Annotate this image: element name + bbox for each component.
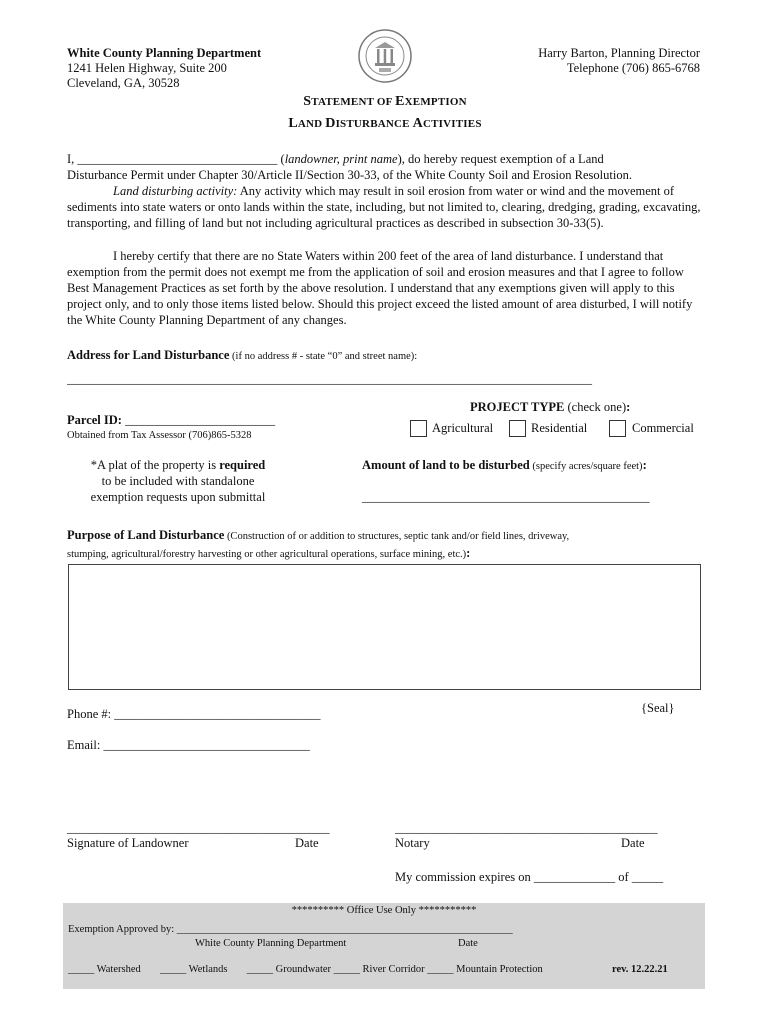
landowner-date-label: Date [295,836,319,850]
notary-date-label: Date [621,836,645,850]
department-address-line1: 1241 Helen Highway, Suite 200 [67,61,227,75]
amount-field[interactable]: ______________________________________________ [362,490,650,504]
definition-paragraph: Land disturbing activity: Any activity which may result in soil erosion from water or wind and the movement of sediments into state waters or onto lands within the state, including, but not limited to, clearing, dredging, grading, excavating, transporting, and filling of land but not including agricultural practices as described in subsection 30-33(5). [67,184,701,230]
revision-label: rev. 12.22.21 [612,964,668,975]
purpose-textbox[interactable] [68,564,701,690]
office-review-checklist [68,964,543,975]
commission-expiry-field[interactable]: My commission expires on _____________ of _____ [395,870,664,884]
department-name: White County Planning Department [67,46,262,60]
residential-checkbox[interactable] [509,420,526,437]
phone-field[interactable]: Phone #: _________________________________ [67,707,321,721]
purpose-label: Purpose of Land Disturbance (Construction of or addition to structures, septic tank and/or field lines, driveway, stumping, agricultural/forestry harvesting or other agricultural operations, surface mining, etc.): [67,528,570,560]
notary-label: Notary [395,836,430,850]
address-field[interactable]: ____________________________________________________________________________________ [67,372,592,386]
agricultural-label: Agricultural [432,421,494,435]
notary-signature-line[interactable]: __________________________________________ [395,821,658,835]
river-corridor-check[interactable]: _____ River Corridor [333,964,425,975]
document-title-line2: LAND DISTURBANCE ACTIVITIES [288,116,482,131]
amount-label: Amount of land to be disturbed (specify acres/square feet): [362,458,647,472]
certification-paragraph: I hereby certify that there are no State Waters within 200 feet of the area of land disturbance. I understand that exemption from the permit does not exempt me from the application of soil and erosion measures and that I agree to follow Best Management Practices as set forth by the above resolution. I understand that any exemptions given will apply to this project only, and to only those items listed below. Should this project exceed the listed amount of area disturbed, I will notify the White County Planning Department of any changes. [67,249,693,327]
commercial-label: Commercial [632,421,694,435]
plat-requirement-note: *A plat of the property is required to be included with standalone exemption requests upon submittal [90,458,266,504]
mountain-protection-check[interactable]: _____ Mountain Protection [427,964,543,975]
watershed-check[interactable]: _____ Watershed [68,964,141,975]
address-label: Address for Land Disturbance (if no address # - state “0” and street name): [67,348,418,362]
director-name: Harry Barton, Planning Director [538,46,700,60]
groundwater-check[interactable]: _____ Groundwater [246,964,332,975]
residential-label: Residential [531,421,588,435]
office-use-section [63,903,705,989]
office-date-caption: Date [458,938,478,949]
landowner-signature-line[interactable]: __________________________________________ [67,821,330,835]
agricultural-checkbox[interactable] [410,420,427,437]
intro-paragraph: I, ________________________________ (landowner, print name), do hereby request exemption of a Land Disturbance Permit under Chapter 30/Article II/Section 30-33, of the White County Soil and Erosion Resolution. [67,152,632,182]
exemption-approved-field[interactable]: Exemption Approved by: ________________________________________________________________ [68,924,513,935]
parcel-id-field[interactable]: Parcel ID: ________________________ [67,413,276,427]
landowner-signature-label: Signature of Landowner [67,836,189,850]
county-seal-logo [357,28,413,84]
commercial-checkbox[interactable] [609,420,626,437]
department-address-line2: Cleveland, GA, 30528 [67,76,180,90]
seal-placeholder: {Seal} [641,701,675,715]
project-type-label: PROJECT TYPE (check one): [470,400,631,414]
wetlands-check[interactable]: _____ Wetlands [160,964,228,975]
office-use-header: ********** Office Use Only *********** [291,905,477,916]
director-telephone: Telephone (706) 865-6768 [566,61,700,75]
document-title-line1: STATEMENT OF EXEMPTION [303,94,467,109]
office-dept-caption: White County Planning Department [195,938,347,949]
parcel-id-note: Obtained from Tax Assessor (706)865-5328 [67,430,252,441]
email-field[interactable]: Email: _________________________________ [67,738,310,752]
